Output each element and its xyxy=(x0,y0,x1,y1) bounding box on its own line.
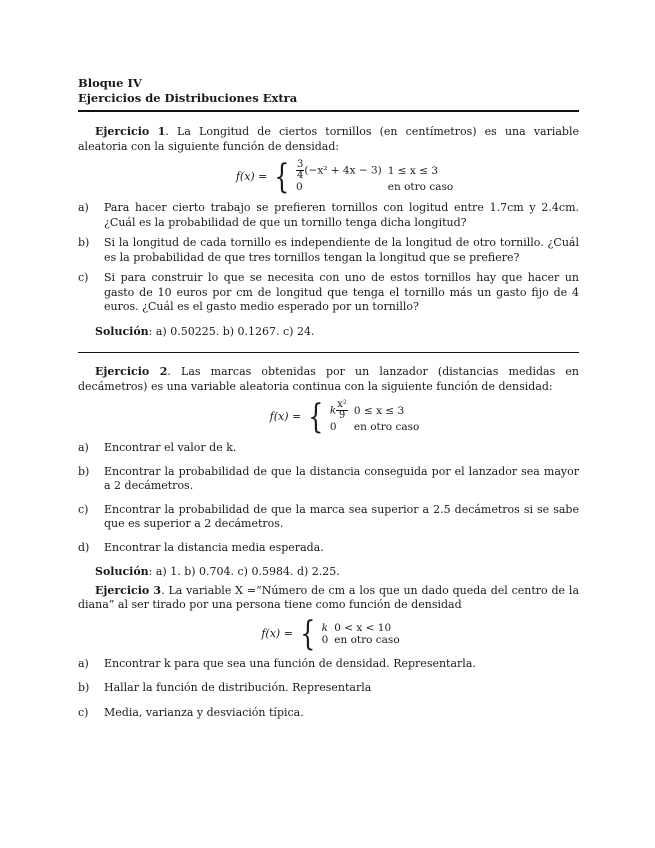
fraction-numerator: 3 xyxy=(297,159,304,170)
solution-label: Solución xyxy=(95,324,149,338)
item-text: Encontrar la probabilidad de que la distancia conseguida por el lanzador sea mayor a 2 decámetros. xyxy=(104,464,579,492)
list-item xyxy=(78,441,579,456)
exercise-2-solution xyxy=(78,565,579,580)
item-text: Si la longitud de cada tornillo es independiente de la longitud de otro tornillo. ¿Cuál es la probabilidad de que tres tornillos tengan la longitud que se prefiere? xyxy=(104,236,579,264)
exercise-2-title: Ejercicio 2 xyxy=(95,365,168,378)
formula-lhs: f(x) = xyxy=(261,627,293,640)
case2-condition: en otro caso xyxy=(353,421,420,433)
document-title: Ejercicios de Distribuciones Extra xyxy=(78,91,298,105)
list-item xyxy=(78,706,579,721)
list-item xyxy=(78,201,579,230)
exercise-2 xyxy=(78,365,579,580)
document-page xyxy=(78,76,579,720)
header-rule xyxy=(78,110,579,112)
solution-text: : a) 0.50225. b) 0.1267. c) 24. xyxy=(148,324,315,338)
case2-value: 0 xyxy=(329,421,337,433)
solution-text: : a) 1. b) 0.704. c) 0.5984. d) 2.25. xyxy=(148,565,340,578)
case1-expression: (−x² + 4x − 3) xyxy=(304,164,382,177)
exercise-2-items xyxy=(78,441,579,555)
exercise-3-intro: . La variable X =“Número de cm a los que un dado queda del centro de la diana” al ser tirado por una persona tiene como función de densidad xyxy=(78,583,579,611)
item-label: b) xyxy=(78,681,90,694)
item-text: Encontrar la distancia media esperada. xyxy=(104,540,324,554)
fraction xyxy=(336,400,348,421)
list-item xyxy=(78,541,579,556)
item-text: Media, varianza y desviación típica. xyxy=(104,705,304,719)
list-item xyxy=(78,657,579,672)
item-label: b) xyxy=(78,236,90,249)
list-item xyxy=(78,503,579,532)
formula-cases xyxy=(322,622,406,646)
block-title: Bloque IV xyxy=(78,76,142,90)
item-text: Hallar la función de distribución. Representarla xyxy=(104,681,372,694)
section-divider xyxy=(78,352,579,353)
exercise-3-items xyxy=(78,657,579,721)
case2-condition: en otro caso xyxy=(334,633,400,646)
fraction-denominator: 9 xyxy=(338,410,346,421)
list-item xyxy=(78,236,579,265)
formula-brace: { xyxy=(308,396,324,437)
exercise-1-solution xyxy=(78,325,579,340)
exercise-3-density-formula xyxy=(88,613,579,654)
exercise-1 xyxy=(78,125,579,339)
exercise-1-title: Ejercicio 1 xyxy=(95,125,166,138)
exercise-1-density-formula xyxy=(116,156,579,197)
exercise-3 xyxy=(78,584,579,721)
formula-lhs: f(x) = xyxy=(269,410,302,423)
solution-label: Solución xyxy=(95,565,149,578)
item-text: Encontrar la probabilidad de que la marca sea superior a 2.5 decámetros si se sabe que es superior a 2 decámetros. xyxy=(104,502,579,530)
item-text: Para hacer cierto trabajo se prefieren tornillos con logitud entre 1.7cm y 2.4cm. ¿Cuál es la probabilidad de que un tornillo tenga dicha longitud? xyxy=(104,201,579,229)
item-label: a) xyxy=(78,201,89,214)
case2-value: 0 xyxy=(296,181,303,193)
formula-cases xyxy=(330,400,425,433)
case2-value: 0 xyxy=(321,633,329,646)
case1-condition: 0 ≤ x ≤ 3 xyxy=(353,404,405,417)
case2-condition: en otro caso xyxy=(387,181,454,193)
exercise-1-items xyxy=(78,201,579,315)
exercise-3-title: Ejercicio 3 xyxy=(95,583,162,597)
item-text: Si para construir lo que se necesita con uno de estos tornillos hay que hacer un gasto de 10 euros por cm de longitud que tenga el tornillo más un gasto fijo de 4 euros. ¿Cuál es el gasto medio esperado por un tornillo? xyxy=(104,271,579,313)
exercise-3-statement xyxy=(78,584,579,613)
formula-brace: { xyxy=(300,613,316,654)
list-item xyxy=(78,465,579,494)
case1-condition: 1 ≤ x ≤ 3 xyxy=(387,164,439,177)
list-item xyxy=(78,271,579,315)
item-label: a) xyxy=(78,441,89,454)
list-item xyxy=(78,681,579,696)
item-label: c) xyxy=(78,502,89,516)
formula-brace: { xyxy=(274,156,290,197)
case1-value: k xyxy=(321,621,328,634)
item-label: d) xyxy=(78,540,90,554)
exercise-1-intro: . La Longitud de ciertos tornillos (en centímetros) es una variable aleatoria con la siguiente función de densidad: xyxy=(78,125,580,153)
exercise-1-statement xyxy=(78,125,579,154)
case1-condition: 0 < x < 10 xyxy=(334,621,392,634)
item-text: Encontrar el valor de k. xyxy=(104,441,237,454)
item-label: a) xyxy=(78,656,89,670)
exercise-2-density-formula xyxy=(116,396,579,437)
fraction-denominator: 4 xyxy=(297,170,304,181)
fraction-numerator: x² xyxy=(337,399,347,410)
exercise-2-statement xyxy=(78,365,579,394)
formula-lhs: f(x) = xyxy=(235,170,268,183)
item-label: c) xyxy=(78,271,89,284)
item-text: Encontrar k para que sea una función de densidad. Representarla. xyxy=(104,656,476,670)
exercise-2-intro: . Las marcas obtenidas por un lanzador (distancias medidas en decámetros) es una variable aleatoria continua con la siguiente función de densidad: xyxy=(78,365,579,393)
formula-cases xyxy=(296,160,459,193)
item-label: c) xyxy=(78,705,89,719)
item-label: b) xyxy=(78,464,90,478)
constant-k: k xyxy=(329,404,337,417)
